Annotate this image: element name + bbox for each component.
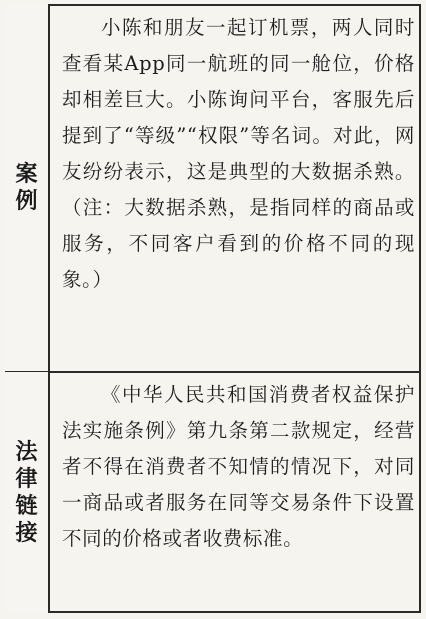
law-text: 《中华人民共和国消费者权益保护法实施条例》第九条第二款规定，经营者不得在消费者不知情的情况下，对同一商品或者服务在同等交易条件下设置不同的价格或者收费标准。 (62, 383, 415, 550)
column-divider (48, 4, 50, 613)
law-label-cell (5, 372, 48, 613)
case-label: 案例 (15, 162, 38, 214)
case-text: 小陈和朋友一起订机票，两人同时查看某App同一航班的同一舱位，价格却相差巨大。小陈询问平台，客服先后提到了“等级”“权限”等名词。对此，网友纷纷表示，这是典型的大数据杀熟。（注：大数据杀熟，是指同样的商品或服务，不同客户看到的价格不同的现象。） (62, 16, 415, 291)
case-row (5, 4, 421, 372)
case-content-cell (54, 4, 421, 372)
case-label-cell (5, 4, 48, 372)
law-label: 法律链接 (15, 439, 38, 546)
law-content-cell (54, 372, 421, 613)
law-row (5, 372, 421, 613)
